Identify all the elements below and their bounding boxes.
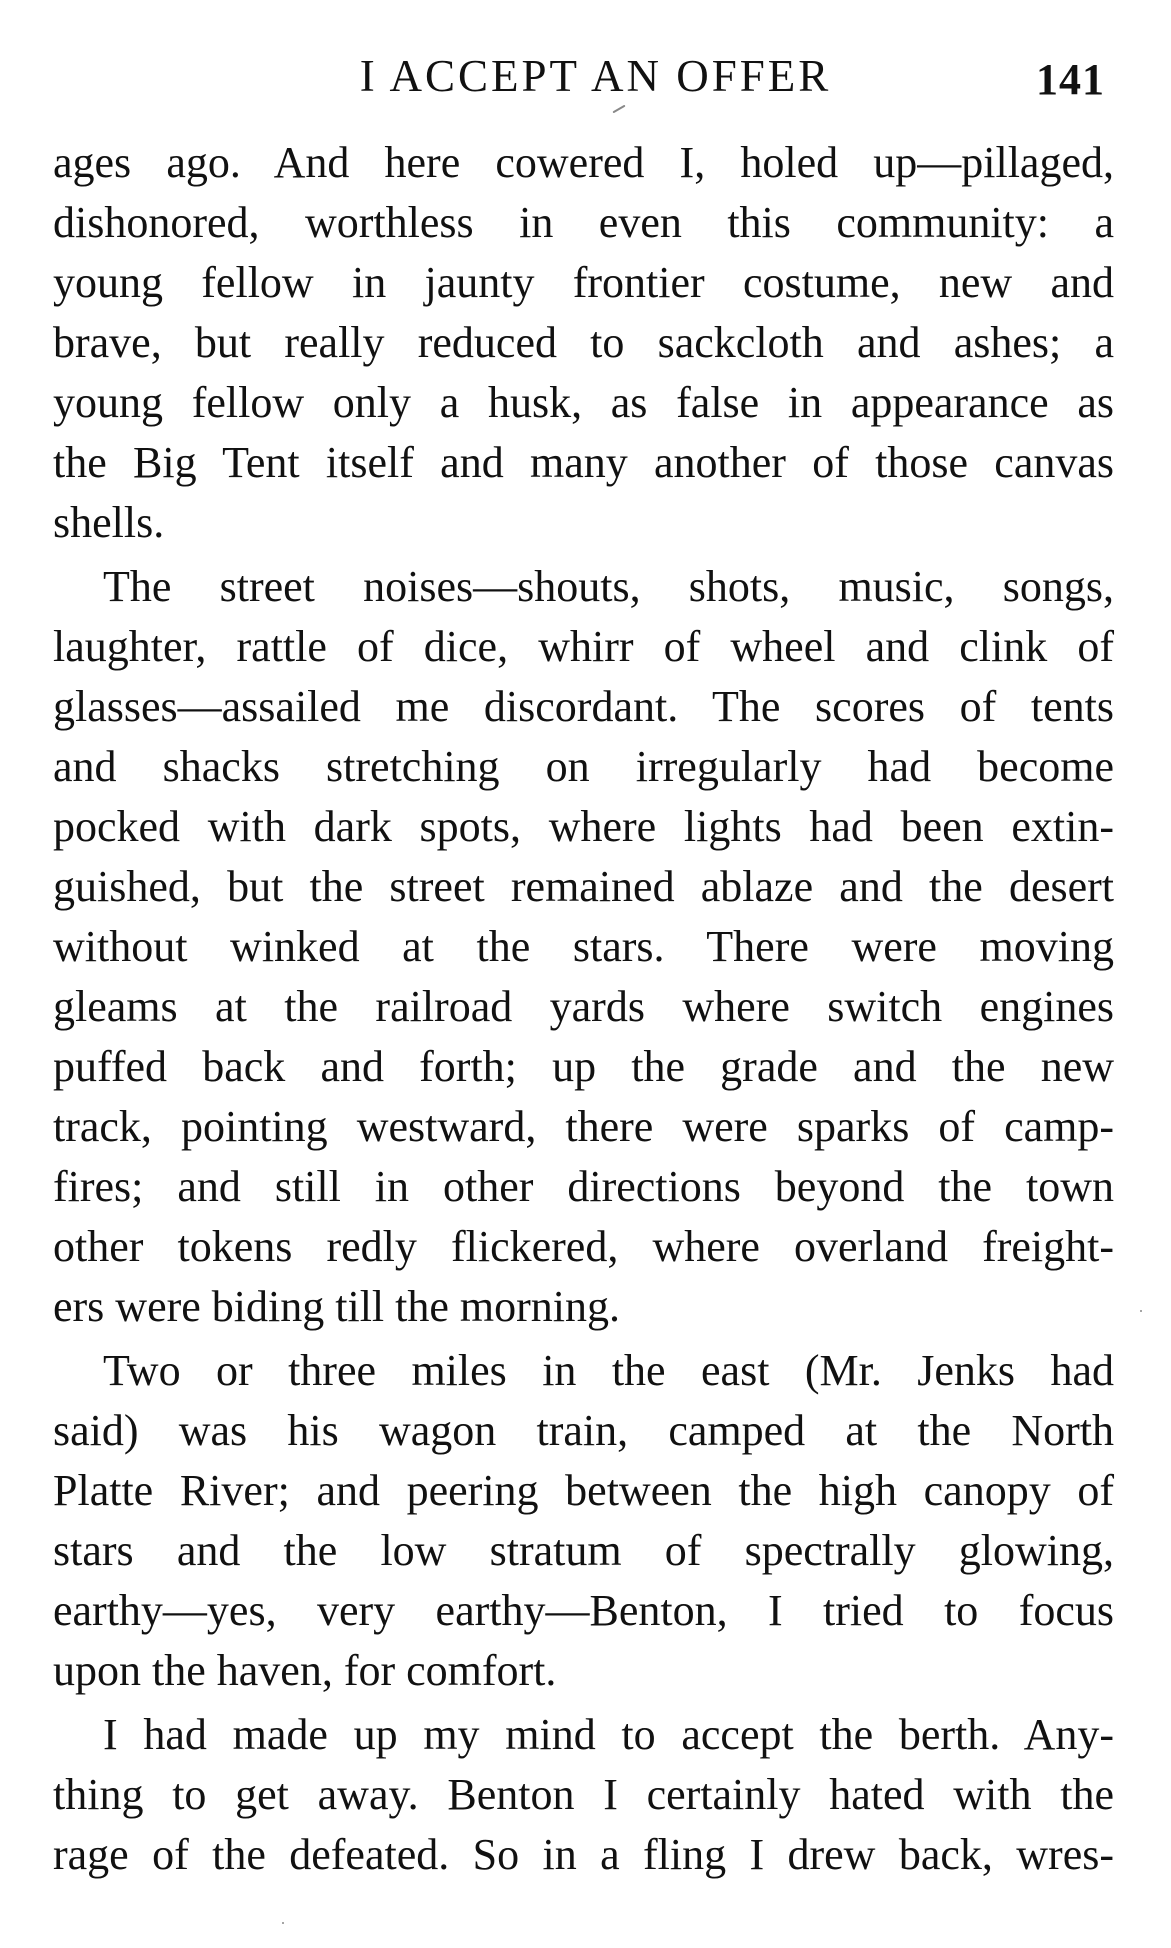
text-line: rage of the defeated. So in a fling I drew back, wres-: [53, 1830, 1114, 1879]
body-text: [53, 133, 1114, 1889]
text-line: ages ago. And here cowered I, holed up—pillaged,: [53, 138, 1114, 187]
text-line: track, pointing westward, there were sparks of camp-: [53, 1102, 1114, 1151]
paragraph-1: [53, 133, 1114, 553]
text-line: pocked with dark spots, where lights had been extin-: [53, 802, 1114, 851]
text-line: other tokens redly flickered, where overland freight-: [53, 1222, 1114, 1271]
text-line: puffed back and forth; up the grade and the new: [53, 1042, 1114, 1091]
text-line: ers were biding till the morning.: [53, 1282, 620, 1331]
text-line: earthy—yes, very earthy—Benton, I tried to focus: [53, 1586, 1114, 1635]
running-head: [0, 48, 1171, 104]
text-line: young fellow only a husk, as false in appearance as: [53, 378, 1114, 427]
paragraph-4: [53, 1705, 1114, 1885]
paragraph-3: [53, 1341, 1114, 1701]
text-line: said) was his wagon train, camped at the North: [53, 1406, 1114, 1455]
text-line: stars and the low stratum of spectrally glowing,: [53, 1526, 1114, 1575]
text-line: upon the haven, for comfort.: [53, 1646, 557, 1695]
text-line: The street noises—shouts, shots, music, songs,: [103, 562, 1114, 611]
text-line: young fellow in jaunty frontier costume, new and: [53, 258, 1114, 307]
text-line: Platte River; and peering between the high canopy of: [53, 1466, 1114, 1515]
text-line: laughter, rattle of dice, whirr of wheel and clink of: [53, 622, 1114, 671]
text-line: and shacks stretching on irregularly had become: [53, 742, 1114, 791]
text-line: without winked at the stars. There were moving: [53, 922, 1114, 971]
page-number: 141: [1036, 55, 1105, 104]
text-line: brave, but really reduced to sackcloth and ashes; a: [53, 318, 1114, 367]
text-line: Two or three miles in the east (Mr. Jenks had: [103, 1346, 1114, 1395]
text-line: I had made up my mind to accept the berth. Any-: [103, 1710, 1114, 1759]
text-line: the Big Tent itself and many another of those canvas: [53, 438, 1114, 487]
text-line: guished, but the street remained ablaze and the desert: [53, 862, 1114, 911]
text-line: dishonored, worthless in even this community: a: [53, 198, 1114, 247]
paragraph-2: [53, 557, 1114, 1337]
print-speck: [1140, 1310, 1142, 1312]
text-line: gleams at the railroad yards where switch engines: [53, 982, 1114, 1031]
text-line: thing to get away. Benton I certainly hated with the: [53, 1770, 1114, 1819]
print-speck: [282, 1922, 284, 1924]
print-mark: [612, 105, 625, 114]
text-line: fires; and still in other directions beyond the town: [53, 1162, 1114, 1211]
chapter-title: I ACCEPT AN OFFER: [359, 51, 832, 101]
text-line: glasses—assailed me discordant. The scores of tents: [53, 682, 1114, 731]
text-line: shells.: [53, 498, 165, 547]
